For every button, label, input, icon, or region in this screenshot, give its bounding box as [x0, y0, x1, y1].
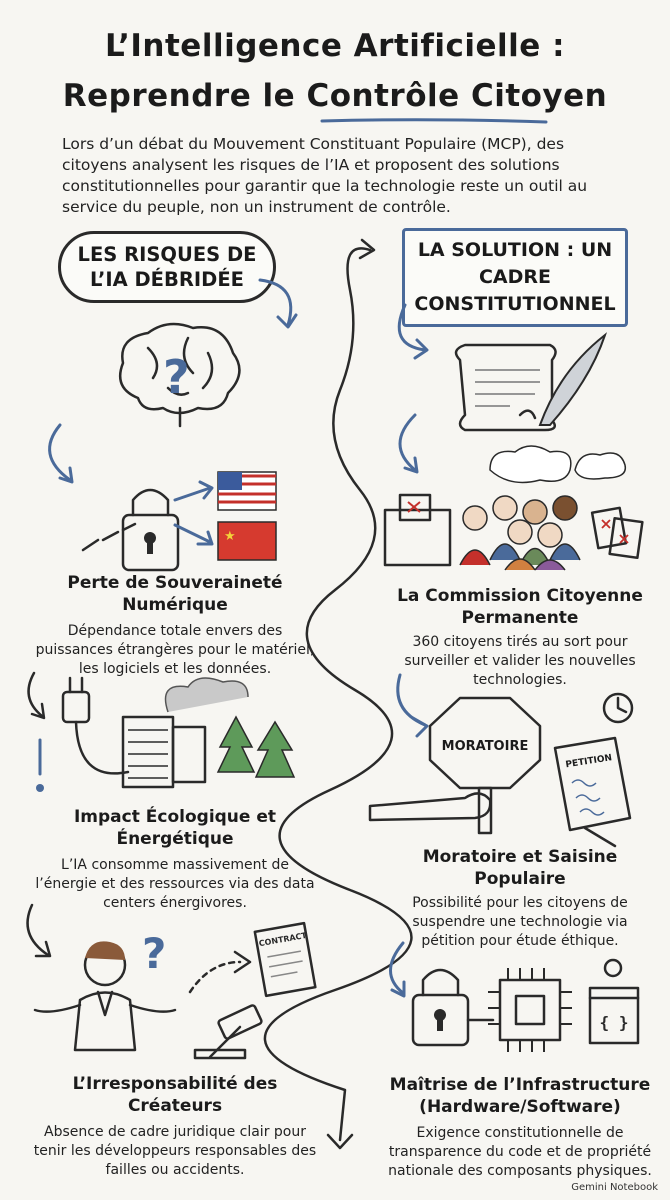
brand-watermark: Gemini Notebook: [571, 1182, 658, 1193]
confused-developer-icon: [30, 920, 180, 1060]
exclamation-icon: [30, 738, 50, 798]
citizens-ballot-box-icon: [380, 440, 650, 570]
curved-arrow-icon: [385, 300, 445, 360]
solution-3-title: Maîtrise de l’Infrastructure (Hardware/Software): [389, 1075, 651, 1117]
solution-1-text: 360 citoyens tirés au sort pour surveiller et valider les nouvelles technologies.: [404, 634, 636, 688]
risk-1-title: Perte de Souveraineté Numérique: [67, 573, 283, 615]
contract-gavel-icon: [180, 922, 320, 1062]
brain-question-icon: [108, 318, 248, 428]
solution-3-text: Exigence constitutionnelle de transparence du code et de propriété nationale des composants physiques.: [388, 1125, 652, 1179]
risk-2-title: Impact Écologique et Énergétique: [73, 807, 277, 849]
risk-3-text: Absence de cadre juridique clair pour tenir les développeurs responsables des failles ou accidents.: [33, 1124, 317, 1178]
intro-text: Lors d’un débat du Mouvement Constituant Populaire (MCP), des citoyens analysent les risques de l’IA et proposent des solutions constitutionnelles pour garantir que la technologie reste un outil au service du peuple, non un instrument de contrôle.: [62, 135, 588, 216]
page-title-line1: L’Intelligence Artificielle :: [104, 28, 566, 64]
padlock-chip-code-icon: [408, 950, 648, 1060]
risks-bubble: LES RISQUES DE L’IA DÉBRIDÉE: [58, 231, 276, 303]
curved-arrow-icon: [250, 275, 310, 335]
title-underline: [320, 116, 550, 126]
contract-label: CONTRACT: [258, 930, 308, 949]
svg-text:?: ?: [163, 350, 190, 404]
svg-text:?: ?: [142, 929, 167, 978]
page-title-line2: Reprendre le Contrôle Citoyen: [62, 78, 608, 114]
plug-datacenter-trees-icon: [58, 672, 298, 802]
risk-1-text: Dépendance totale envers des puissances étrangères pour le matériel, les logiciels et les données.: [35, 623, 315, 677]
risk-3-title: L’Irresponsabilité des Créateurs: [72, 1074, 278, 1116]
risk-2-text: L’IA consomme massivement de l’énergie et des ressources via des data centers énergivores.: [35, 857, 315, 911]
solution-1-title: La Commission Citoyenne Permanente: [397, 586, 643, 628]
flags-icon: [170, 470, 280, 570]
petition-label: PETITION: [564, 753, 613, 771]
code-window-label: { }: [599, 1013, 629, 1032]
solution-2-title: Moratoire et Saisine Populaire: [422, 847, 618, 889]
moratoire-stop-sign-icon: [350, 688, 650, 848]
constitution-scroll-quill-icon: [440, 330, 610, 440]
svg-text:★: ★: [224, 529, 236, 544]
solution-2-text: Possibilité pour les citoyens de suspendre une technologie via pétition pour étude éthique.: [412, 895, 628, 949]
solution-bubble: LA SOLUTION : UN CADRE CONSTITUTIONNEL: [402, 228, 628, 327]
moratoire-sign-label: MORATOIRE: [441, 739, 529, 754]
